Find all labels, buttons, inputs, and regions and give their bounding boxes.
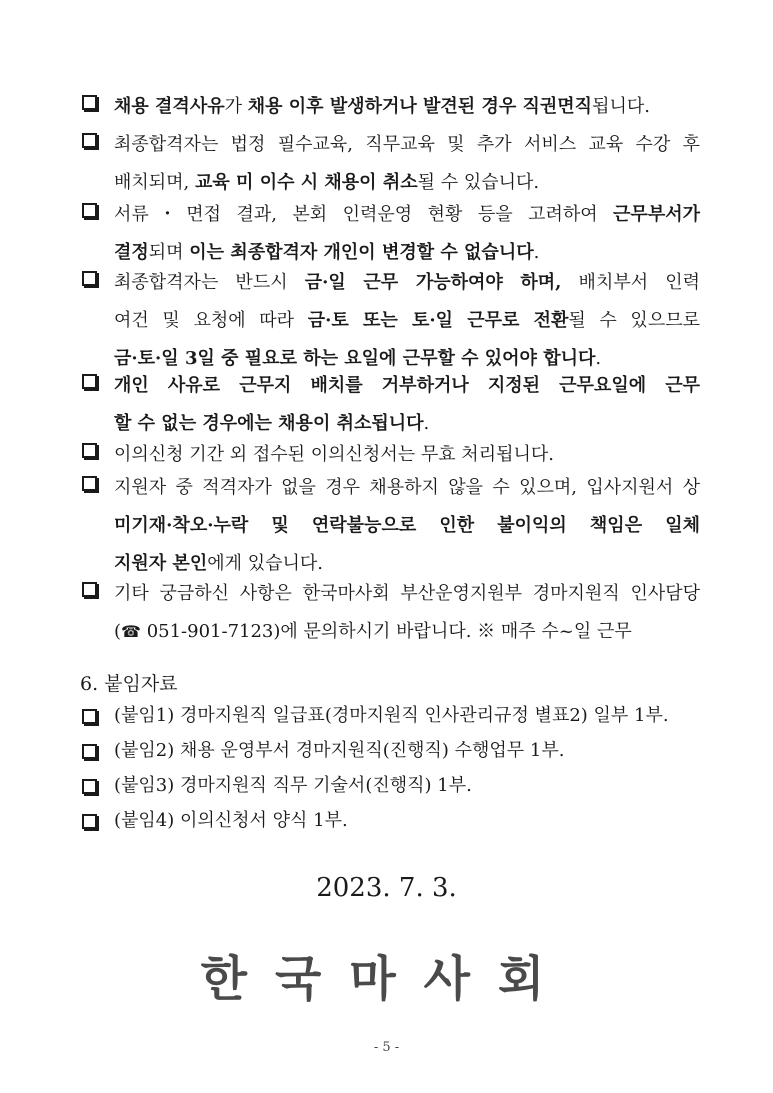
attachment-label: (붙임2) 채용 운영부서 경마지원직(진행직) 수행업무 1부. bbox=[114, 740, 565, 761]
page-number: - 5 - bbox=[373, 1040, 400, 1055]
checkbox-icon bbox=[82, 709, 97, 724]
notice-text: 최종합격자는 법정 필수교육, 직무교육 및 추가 서비스 교육 수강 후 bbox=[114, 134, 700, 155]
notice-text: ( bbox=[114, 621, 122, 642]
notice-item bbox=[80, 264, 700, 378]
notice-text: 에게 있습니다. bbox=[207, 553, 323, 574]
notice-item bbox=[80, 196, 700, 272]
notice-text: 051-901-7123)에 문의하시기 바랍니다. ※ 매주 수~일 근무 bbox=[140, 621, 632, 642]
attachment-label: (붙임1) 경마지원직 일급표(경마지원직 인사관리규정 별표2) 일부 1부. bbox=[114, 705, 669, 726]
notice-text: 기타 궁금하신 사항은 한국마사회 부산운영지원부 경마지원직 인사담당 bbox=[114, 583, 700, 604]
notice-text: 할 수 없는 경우에는 채용이 취소됩니다 bbox=[114, 413, 424, 434]
notice-line bbox=[80, 469, 700, 507]
notice-text: 될 수 있습니다. bbox=[417, 172, 540, 193]
attachment-label: (붙임3) 경마지원직 직무 기술서(진행직) 1부. bbox=[114, 775, 472, 796]
notice-text: 금·토·일 3일 중 필요로 하는 요일에 근무할 수 있어야 합니다 bbox=[114, 348, 596, 369]
notice-text: 최종합격자는 반드시 bbox=[114, 272, 305, 293]
notice-text: 배치되며, bbox=[114, 172, 195, 193]
section-title-attachments: 6. 붙임자료 bbox=[80, 673, 178, 695]
notice-line bbox=[80, 507, 700, 545]
notice-text: 교육 미 이수 시 채용이 취소 bbox=[195, 172, 418, 193]
checkbox-icon bbox=[82, 744, 97, 759]
notice-text: . bbox=[423, 413, 430, 434]
notice-text: 채용 이후 발생하거나 발견된 경우 직권면직 bbox=[247, 96, 593, 117]
notice-item bbox=[80, 469, 700, 583]
checkbox-icon bbox=[82, 814, 97, 829]
notice-text: 서류・면접 결과, 본회 인력운영 현황 등을 고려하여 bbox=[114, 204, 614, 225]
notice-text: 개인 사유로 근무지 배치를 거부하거나 지정된 근무요일에 근무 bbox=[114, 375, 700, 396]
notice-text: 미기재·착오·누락 및 연락불능으로 인한 불이익의 책임은 일체 bbox=[114, 515, 700, 536]
notice-text: . bbox=[533, 242, 540, 263]
notice-text: 지원자 중 적격자가 없을 경우 채용하지 않을 수 있으며, 입사지원서 상 bbox=[114, 477, 700, 498]
notice-text: 배치부서 인력 bbox=[561, 272, 700, 293]
organization-name: 한국마사회 bbox=[200, 951, 573, 1007]
notice-item bbox=[80, 367, 700, 443]
notice-line bbox=[80, 302, 700, 340]
notice-item bbox=[80, 88, 700, 126]
checkbox-icon bbox=[82, 779, 97, 794]
notice-text: 금·일 근무 가능하여야 하며, bbox=[304, 272, 562, 293]
attachment-item bbox=[80, 771, 472, 801]
phone-icon: ☎ bbox=[121, 622, 141, 641]
attachment-label: (붙임4) 이의신청서 양식 1부. bbox=[114, 810, 348, 831]
notice-text: . bbox=[595, 348, 602, 369]
notice-line bbox=[80, 575, 700, 613]
document-date: 2023. 7. 3. bbox=[316, 873, 457, 903]
notice-text: 가 bbox=[224, 96, 248, 117]
notice-text: 이는 최종합격자 개인이 변경할 수 없습니다 bbox=[189, 242, 534, 263]
attachment-item bbox=[80, 736, 564, 766]
notice-line bbox=[80, 264, 700, 302]
notice-line bbox=[80, 88, 700, 126]
notice-text: 되며 bbox=[148, 242, 190, 263]
attachment-item bbox=[80, 701, 669, 731]
notice-line bbox=[80, 126, 700, 164]
notice-line bbox=[80, 196, 700, 234]
notice-text: 결정 bbox=[114, 242, 149, 263]
notice-text: 될 수 있으므로 bbox=[568, 310, 700, 331]
notice-text: 이의신청 기간 외 접수된 이의신청서는 무효 처리됩니다. bbox=[114, 444, 554, 465]
notice-text: 지원자 본인 bbox=[114, 553, 208, 574]
attachment-item bbox=[80, 806, 348, 836]
notice-item bbox=[80, 126, 700, 202]
notice-text: 됩니다. bbox=[592, 96, 650, 117]
notice-line bbox=[80, 367, 700, 405]
notice-text: 근무부서가 bbox=[613, 204, 700, 225]
notice-text: 금·토 또는 토·일 근무로 전환 bbox=[307, 310, 569, 331]
notice-line bbox=[80, 613, 700, 651]
notice-text: 여건 및 요청에 따라 bbox=[114, 310, 308, 331]
notice-item bbox=[80, 575, 700, 651]
notice-text: 채용 결격사유 bbox=[114, 96, 225, 117]
